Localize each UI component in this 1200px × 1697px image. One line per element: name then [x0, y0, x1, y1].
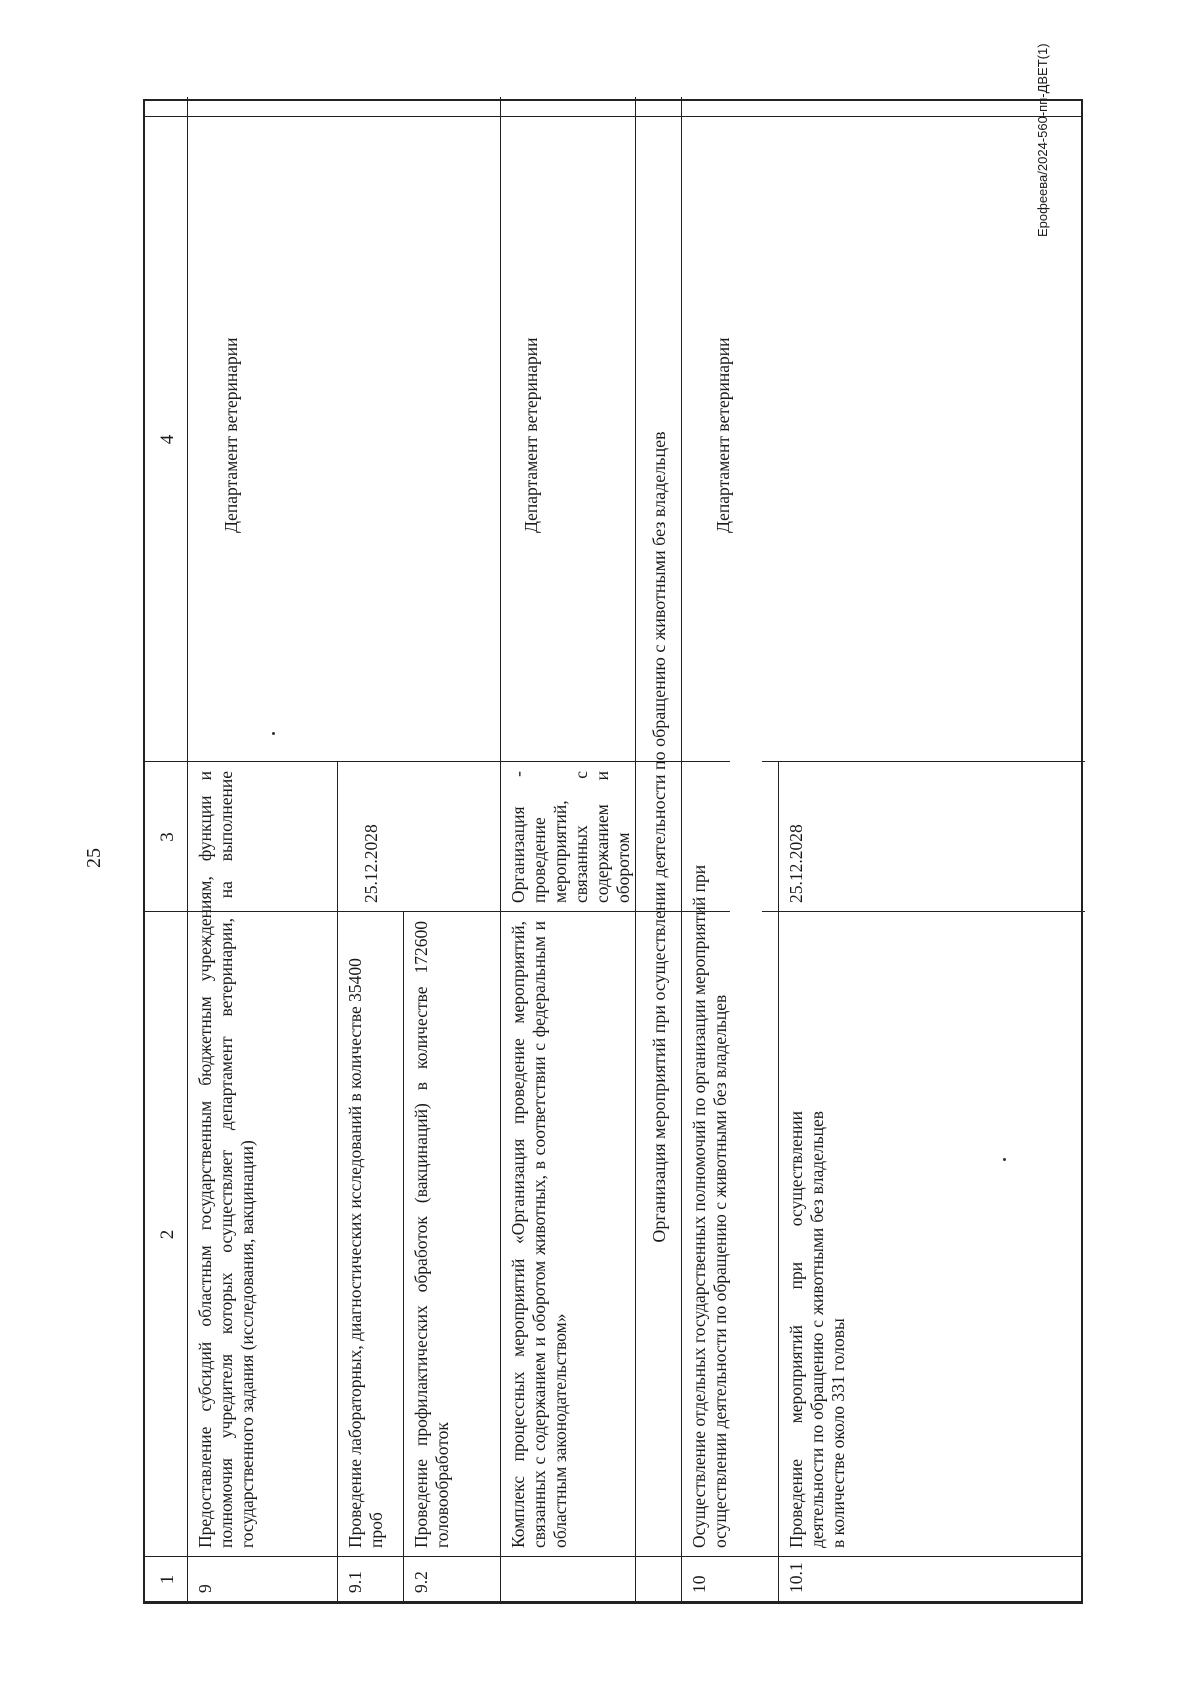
row-10-responsible: Департамент ветеринарии: [713, 337, 733, 533]
row-10-1-deadline: 25.12.2028: [786, 824, 806, 903]
row-9-responsible: Департамент ветеринарии: [221, 337, 241, 533]
header-col-1: 1: [157, 1574, 178, 1585]
row-10-1-number: 10.1: [786, 1562, 806, 1593]
document-code: Ерофеева/2024-560-пп-ДВЕТ(1): [1035, 43, 1050, 237]
row-10-description: Осуществление отдельных государственных полномочий по организации мероприятий при осуществлении деятельности по обращению с животными без владельцев: [689, 864, 730, 1548]
page-number: 25: [83, 848, 105, 868]
complex-responsible: Департамент ветеринарии: [521, 337, 541, 533]
header-col-2: 2: [157, 1229, 178, 1240]
complex-description: Комплекс процессных мероприятий «Организация проведение мероприятий, связанных с содержанием и оборотом животных, в соответствии с федеральным и областным законодательством»: [508, 921, 570, 1548]
row-separator: [635, 97, 636, 1602]
section-title: Организация мероприятий при осуществлении деятельности по обращению с животными без владельцев: [649, 431, 669, 1243]
header-col-3: 3: [157, 832, 178, 842]
header-col-4: 4: [157, 434, 178, 445]
row-10-1-description: Проведение мероприятий при осуществлении деятельности по обращению с животными без владельцев в количестве около 331 головы: [786, 1111, 848, 1548]
plan-table: [143, 99, 1083, 1604]
row-10-number: 10: [689, 1575, 709, 1593]
row-9-number: 9: [195, 1584, 215, 1593]
row-9-2-number: 9.2: [411, 1571, 431, 1593]
row-9-2-description: Проведение профилактических обработок (вакцинаций) в количестве 172600 головообработок: [411, 921, 452, 1548]
row-9-description: Предоставление субсидий областным государственным бюджетным учреждениям, функции и полномочия учредителя которых осуществляет департамент ветеринарии, на выполнение государственного задания (исследования, вакцинации): [195, 771, 257, 1548]
col-separator: [145, 116, 1081, 117]
complex-col3-fragment: Организация - проведение мероприятий, связанных с содержанием и оборотом: [508, 771, 633, 903]
row-9-1-number: 9.1: [345, 1571, 365, 1593]
row-9-1-description: Проведение лабораторных, диагностических исследований в количестве 35400 проб: [345, 958, 386, 1548]
row-9-1-deadline: 25.12.2028: [361, 824, 381, 903]
